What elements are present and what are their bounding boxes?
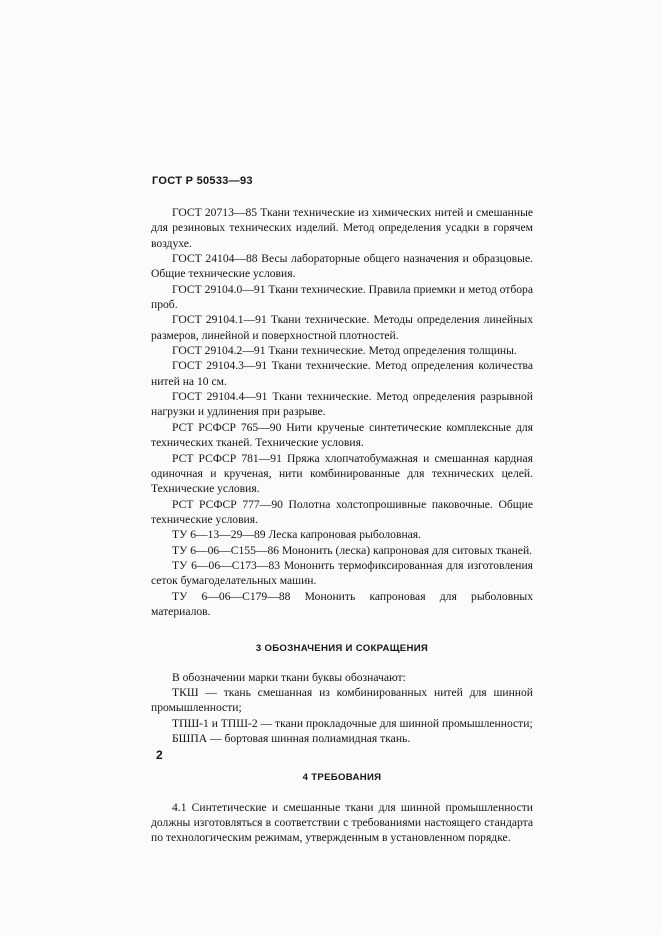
document-header: ГОСТ Р 50533—93 xyxy=(152,175,253,187)
reference-item: ГОСТ 29104.0—91 Ткани технические. Правила приемки и метод отбора проб. xyxy=(151,282,533,312)
page-number: 2 xyxy=(156,748,163,762)
section-3-heading: 3 ОБОЗНАЧЕНИЯ И СОКРАЩЕНИЯ xyxy=(255,643,429,655)
reference-item: РСТ РСФСР 777—90 Полотна холстопрошивные паковочные. Общие технические условия. xyxy=(151,497,533,526)
paragraph: 4.1 Синтетические и смешанные ткани для шинной промышленности должны изготовляться в соответствии с требованиями настоящего стандарта по технологическим режимам, утвержденным в установленном порядке. xyxy=(151,800,533,845)
reference-item: ТУ 6—06—С179—88 Мононить капроновая для рыболовных материалов. xyxy=(151,589,533,618)
reference-item: ГОСТ 29104.2—91 Ткани технические. Метод определения толщины. xyxy=(172,344,517,358)
reference-item: ГОСТ 24104—88 Весы лабораторные общего назначения и образцовые. Общие технические условия. xyxy=(151,252,533,281)
reference-item: ГОСТ 29104.3—91 Ткани технические. Метод определения количества нитей на 10 см. xyxy=(151,359,533,388)
references-list xyxy=(151,205,533,619)
reference-item: ТУ 6—06—С173—83 Мононить термофиксированная для изготовления сеток бумагоделательных машин. xyxy=(151,558,533,588)
document-body xyxy=(151,205,533,846)
paragraph: В обозначении марки ткани буквы обозначают: xyxy=(172,670,406,684)
reference-item: РСТ РСФСР 781—91 Пряжа хлопчатобумажная и смешанная кардная одиночная и крученая, нити комбинированные для технических целей. Технические условия. xyxy=(151,451,533,496)
section-4-heading: 4 ТРЕБОВАНИЯ xyxy=(302,772,382,784)
reference-item: ГОСТ 29104.4—91 Ткани технические. Метод определения разрывной нагрузки и удлинения при разрыве. xyxy=(151,390,533,419)
paragraph: ТКШ — ткань смешанная из комбинированных нитей для шинной промышленности; xyxy=(151,685,533,715)
reference-item: ГОСТ 20713—85 Ткани технические из химических нитей и смешанные для резиновых технических изделий. Метод определения усадки в горячем воздухе. xyxy=(151,206,533,250)
reference-item: ТУ 6—13—29—89 Леска капроновая рыболовная. xyxy=(172,528,422,542)
section-3-content xyxy=(151,670,533,747)
paragraph: ТПШ-1 и ТПШ-2 — ткани прокладочные для шинной промышленности; xyxy=(172,716,533,730)
reference-item: ТУ 6—06—С155—86 Мононить (леска) капроновая для ситовых тканей. xyxy=(172,543,533,557)
paragraph: БШПА — бортовая шинная полиамидная ткань. xyxy=(172,732,411,745)
reference-item: ГОСТ 29104.1—91 Ткани технические. Методы определения линейных размеров, линейной и поверхностной плотностей. xyxy=(151,313,533,342)
section-4-content xyxy=(151,800,533,846)
reference-item: РСТ РСФСР 765—90 Нити крученые синтетические комплексные для технических тканей. Технические условия. xyxy=(151,420,533,450)
